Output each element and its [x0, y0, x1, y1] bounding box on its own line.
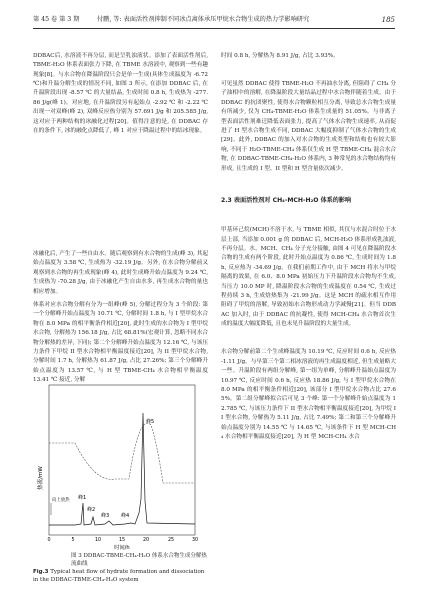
left-column [33, 33, 208, 193]
page-header [33, 13, 395, 27]
left-paragraph-3: 体系对应水合物分解有分为一组峰(峰 5), 分解过程分为 3 个阶段: 第一个分解峰升始点温度为 10.71 ℃, 分解时间 1.8 h, 与 I 型甲烷水合物在 8.0 MPa 的相平衡条件相近[20], 此时生成的水合物为 I 型甲烷水合物, 分解热为 156.18 J/g, 占比 68.81%(宏观计算, 忽略不同水合物分解热的差异, 下同); 第二个分解峰升始点温度为 12.16 ℃, 与该压力条件下甲烷 II 型水合物相平衡温度接近[20], 为 II 型甲烷水合物, 分解时间 1.7 h, 分解热为 61.87 J/g, 占比 27.26%; 第三个分解峰升始点温度为 13.57 ℃, 与 H 型 TBME-CH₄ 水合物相平衡温度 13.41 ℃ 接近, 分解 [33, 302, 208, 384]
up-label: 向上放热 [52, 498, 70, 503]
y-axis-label: 热流/mW [38, 466, 44, 490]
caption-label: Fig.3 [33, 569, 49, 575]
left-column-lower-2 [33, 301, 208, 383]
peak-label-5: 峰5 [146, 419, 155, 425]
caption-english: Typical heat flow of hydrate formation and dissociation in the DDBAC-TBME-CH₄-H₂O system [33, 569, 205, 583]
right-paragraph-1: 时间 0.8 h, 分解热为 8.91 J/g, 占比 3.93%。 [221, 52, 339, 59]
peak-label-3: 峰3 [101, 513, 110, 519]
peak-label-2: 峰2 [87, 507, 96, 513]
page-number: 185 [381, 16, 395, 24]
right-paragraph-3: 甲基环己烷(MCH)不溶于水, 与 TBME 相似, 其仅与水混合时位于水层上部, 当添加 0.001 g 的 DDBAC 后, MCH-H₂O 体系形成乳浊液, 不再分层。水、MCH、CH₄ 分子充分接触, 由图 4 可见在降温阶段水合物的生成有两个阶段, 此时升始点温度为 0.86 ℃, 生成时间为 1.8 h, 反应热为 -34.69 J/g。在我们前期工作中, 由于 MCH 将水与甲烷隔离的效果, 在 6.0、8.0 MPa 初始压力下升温阶段水合物均不生成, 当压力 10.0 MP 时, 降温阶段水合物的生成温度在 0.54 ℃, 生成过程持续 3 h, 生成焓热集为 -21.99 J/g。这是 MCH 的疏水相互作用阻碍了甲烷的溶解, 导致初始水合物形成动力学减慢[21]。但当 DDBAC 加入时, 由于 DDBAC 的抗凝性, 使得 MCH-CH₄ 水合物首次生成的温度大幅度降低, 且也未见升温阶段的大量生成。 [221, 227, 398, 328]
left-paragraph-2: 冰融化后, 产生了一些自由水。随后观察到有水合物的生成(峰 3), 其起始点温度为 3.58 ℃, 生成热为 -32.19 J/g。另外, 在水合物分解前又观察到水合物的再生成现象(峰 4), 此时生成峰升始点温度为 9.24 ℃, 生成热为 -70.28 J/g, 由于冰融化产生自由水多, 再生成水合物的量也相应增加。 [33, 251, 208, 295]
x-tick: 15 [118, 538, 126, 543]
right-paragraph-2: 可见虽然 DDBAC 使得 TBME-H₂O 不再油水分离, 但阻碍了 CH₄ 分子油相中的溶解, 在降温阶段大量结晶过程中水合物伴随着生成。由于 DDBAC 的抗团聚性, 使得水合物颗粒相互分离, 导致总水合物生成量有所减少, 仅为 CH₄-TBME-H₂O 体系生成量的 51.05%。与非离子型表面活性剂难迁降低表面张力, 提高了气体水合物生成速率, 从而促进了 H 型水合物生成不同, DDBAC 大幅度抑制了气体水合物的生成[29]。此外, DDBAC 的加入对水合物的生成类型和结构也有较大影响, 不同于 H₂O-TBME-CH₄ 体系仅生成 H 型 TBME-CH₄ 混合水合物, 在 DDBAC-TBME-CH₄-H₂O 体系内, 3 种常见的水合物结构均有形成, 且生成的 I 型、II 型和 H 型含量依次减少。 [221, 81, 398, 172]
x-tick: 20 [142, 538, 150, 543]
heat-flow-chart [35, 383, 205, 551]
left-paragraph-1: DDBAC后, 水溶液不再分层, 而是呈乳浊液状。添加了表面活性剂后, TBME-H₂O 体系表面张力下降, 在 TBME 水溶液中, 观察到一些有趣现象[8]。与水合物在降温阶段只会是单一生成(具体生成温度为 -6.72 ℃)和升温分解生成的情况不同, 如图 3 所示, 在添加 DDBAC 后, 在升温阶段出现 -8.57 ℃ 的大量结晶, 生成时间 0.8 h, 生成热为 -277.86 J/g(峰 1)。对应地, 在升温阶段另有起始点 -2.92 ℃ 和 -2.22 ℃ 出现一对双峰(峰 2), 双峰反应热分别为 57.691 J/g 和 205.585 J/g, 这对应于两种结构的冰融化过程[20]。值得注意的是, 在 DDBAC 存在的条件下, 冰的融化点降低了, 峰 1 对应于降温过程中的结冰现象。 [33, 52, 210, 135]
figure-caption [33, 552, 209, 584]
x-axis-label: 时间/h [114, 545, 130, 551]
peak-label-1: 峰1 [78, 495, 87, 501]
right-paragraph-4: 水合物分解前第二个生成峰温度为 10.19 ℃, 反应时间 0.6 h, 反应热 -1.11 J/g。与早第三个第二相冰溶液的再生成温度相近, 但生成量略大一些。升温阶段有两组分解峰, 第一组为单峰, 分解峰升温始点温度为 10.97 ℃, 反应时间 0.6 h, 反应热 18.86 J/g, 与 I 型甲烷水合物在 8.0 MPa 的相平衡条件相近[20], 该部分 I 型甲烷水合物占比 27.65%。第二组分解峰拟合后可见 3 个峰: 第一个分解峰升始点温度为 12.785 ℃, 与该压力条件下 II 型水合物相平衡温度接近[20], 为甲烷 II 型水合物, 分解热为 5.11 J/g, 占比 7.49%; 第二和第三个分解峰升始点温度分别为 14.55 ℃ 与 14.65 ℃, 与该条件下 H 型 MCH-CH₄ 水合物相平衡温度接近[20], 为 H 型 MCH-CH₄ 水合 [221, 349, 398, 441]
x-tick: 0 [47, 538, 51, 543]
heat-flow-figure [35, 383, 205, 551]
peak-label-4: 峰4 [121, 513, 130, 519]
x-tick: 5 [71, 538, 75, 543]
journal-volume: 第 45 卷 第 3 期 [33, 16, 80, 23]
caption-chinese: 图 3 DDBAC-TBME-CH₄-H₂O 体系水合物生成分解热流曲线 [71, 553, 207, 567]
x-tick: 25 [167, 538, 175, 543]
x-tick: 10 [94, 538, 102, 543]
x-tick: 30 [191, 538, 199, 543]
heat-flow-curve [49, 413, 195, 525]
temperature-curve [49, 423, 195, 483]
header-rule [33, 28, 395, 29]
x-ticks [47, 537, 198, 543]
section-heading: 2.3 表面活性剂对 CH₄-MCH-H₂O 体系的影响 [221, 196, 352, 204]
right-column [221, 33, 396, 599]
running-title: 付鹏, 等: 表面活性剂抑制不同冰点离体承压甲烷水合物生成的热力学影响研究 [97, 16, 310, 23]
